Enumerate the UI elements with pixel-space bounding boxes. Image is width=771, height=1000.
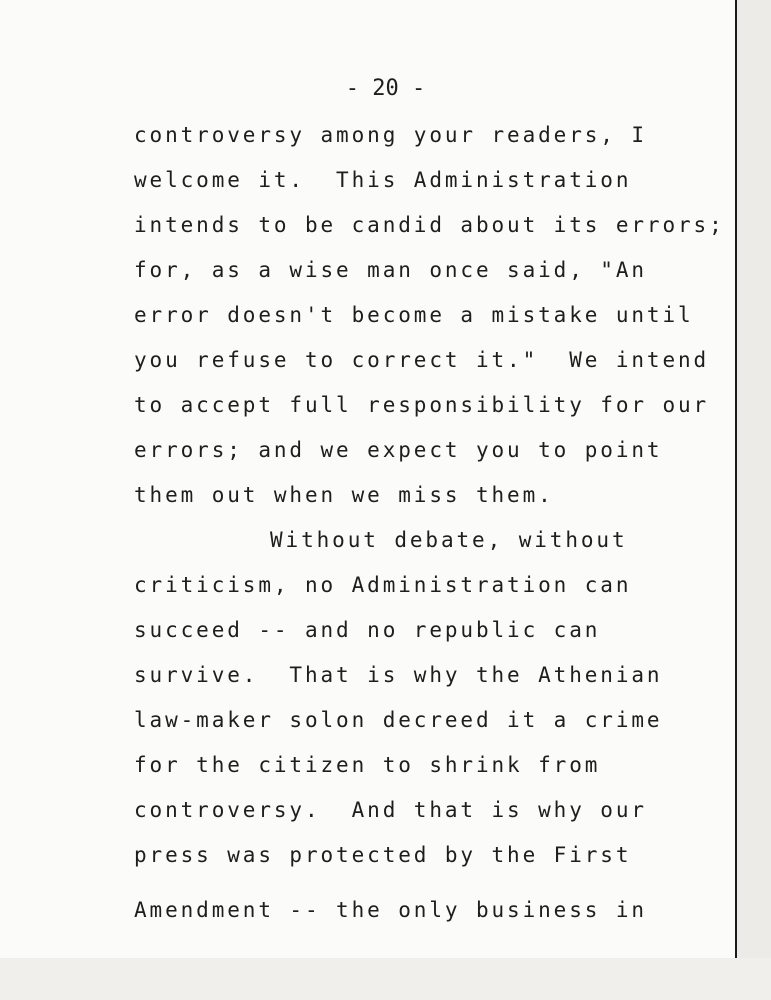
text-line: controversy among your readers, I — [134, 123, 647, 147]
scanner-background — [0, 958, 771, 1000]
text-line: you refuse to correct it." We intend — [134, 348, 710, 372]
text-line: them out when we miss them. — [134, 483, 554, 507]
paragraph-first-line: Without debate, without — [270, 528, 628, 552]
text-line: welcome it. This Administration — [134, 168, 632, 192]
text-line: criticism, no Administration can — [134, 573, 632, 597]
text-line: press was protected by the First — [134, 843, 632, 867]
page-edge-shadow — [735, 0, 737, 958]
text-line: Amendment -- the only business in — [134, 898, 647, 922]
text-line: errors; and we expect you to point — [134, 438, 663, 462]
text-line: law-maker solon decreed it a crime — [134, 708, 663, 732]
page-number: - 20 - — [345, 76, 426, 101]
text-line: for, as a wise man once said, "An — [134, 258, 647, 282]
text-line: succeed -- and no republic can — [134, 618, 601, 642]
text-line: to accept full responsibility for our — [134, 393, 710, 417]
text-line: error doesn't become a mistake until — [134, 303, 694, 327]
text-line: survive. That is why the Athenian — [134, 663, 663, 687]
text-line: for the citizen to shrink from — [134, 753, 601, 777]
text-line: intends to be candid about its errors; — [134, 213, 725, 237]
text-line: controversy. And that is why our — [134, 798, 647, 822]
